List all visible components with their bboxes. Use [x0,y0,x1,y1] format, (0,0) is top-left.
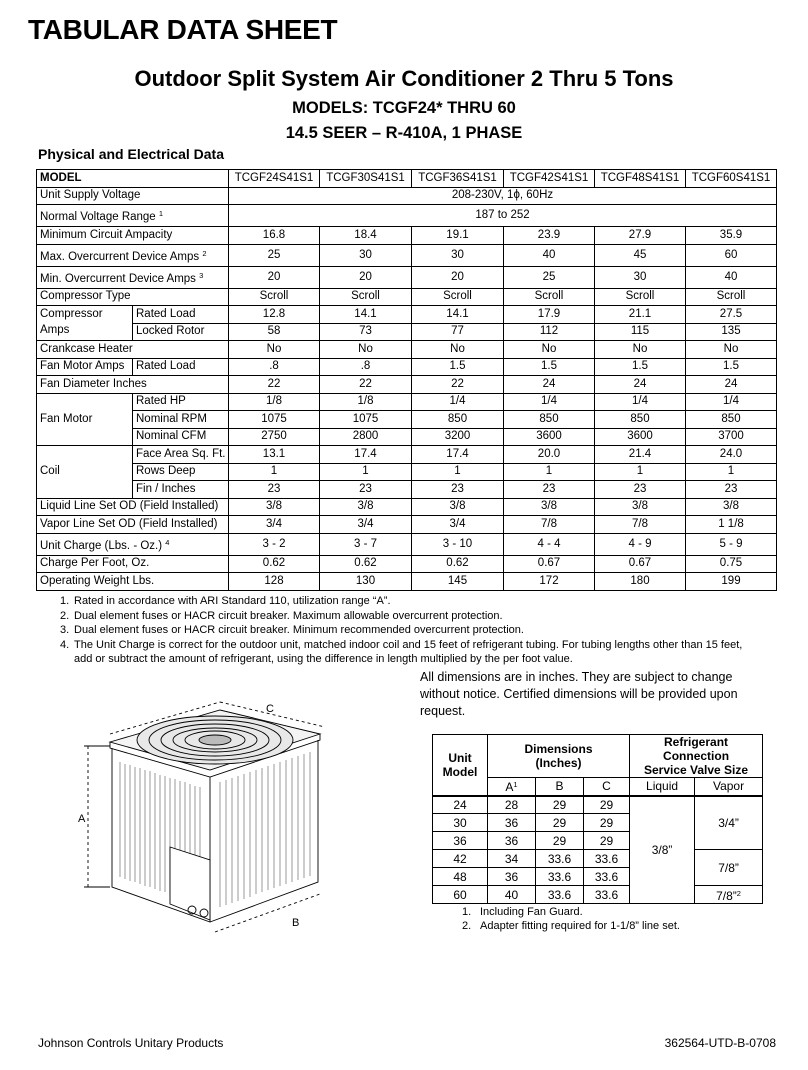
cell-value: 1/4 [686,393,777,411]
cell-value: 17.9 [504,306,595,324]
cell-value: 22 [320,376,412,394]
cell-value: 850 [686,411,777,429]
row-label: Charge Per Foot, Oz. [37,555,229,573]
table-row: 30 36 29 29 [433,814,763,832]
cell-value: 5 - 9 [686,533,777,555]
table-row [37,358,777,376]
cell-value: 0.62 [229,555,320,573]
table-row [37,170,777,188]
cell-value: 77 [412,323,504,341]
cell-value: 7/8 [595,516,686,534]
cell-value: 1 [686,463,777,481]
table-row [37,428,777,446]
model-header: TCGF42S41S1 [504,170,595,188]
table-row [37,516,777,534]
cell-value: 2750 [229,428,320,446]
cell-value: 3/8 [686,498,777,516]
row-label: Minimum Circuit Ampacity [37,227,229,245]
table-row [37,288,777,306]
cell-value: 3 - 7 [320,533,412,555]
cell-value: 3/8 [320,498,412,516]
dimension-c-label: C [266,703,274,715]
cell-value: 23 [229,481,320,499]
row-group-label: Coil [37,446,133,499]
table-row [37,411,777,429]
cell-value: 1 [229,463,320,481]
cell-value: 22 [412,376,504,394]
cell-value: 1/4 [412,393,504,411]
cell-value: 3/4 [320,516,412,534]
row-sublabel: Nominal CFM [133,428,229,446]
cell-value: 1.5 [504,358,595,376]
cell-value: 4 - 4 [504,533,595,555]
cell-value: 30 [595,266,686,288]
table-row: 42 34 33.6 33.6 7/8” [433,850,763,868]
table-row [37,306,777,324]
cell-value: 23 [320,481,412,499]
cell-value: 3 - 10 [412,533,504,555]
cell-value: 1.5 [686,358,777,376]
cell-value: 16.8 [229,227,320,245]
row-label: Crankcase Heater [37,341,229,359]
cell-value: 23.9 [504,227,595,245]
cell-value: 27.5 [686,306,777,324]
cell-value: 180 [595,573,686,591]
cell-value: 24 [686,376,777,394]
cell-value: 1/4 [595,393,686,411]
col-header-c: C [584,778,630,796]
row-sublabel: Locked Rotor [133,323,229,341]
cell-value: Scroll [320,288,412,306]
models-line: MODELS: TCGF24* THRU 60 [292,99,516,117]
table-row [37,533,777,555]
cell-value: No [229,341,320,359]
col-header-a: $A^1$ [488,778,536,796]
cell-value: 1.5 [595,358,686,376]
cell-value: 145 [412,573,504,591]
footnote: 2. Dual element fuses or HACR circuit breaker. Maximum allowable overcurrent protection. [60,609,503,622]
cell-value: 60 [686,244,777,266]
table-row [37,573,777,591]
cell-value: No [320,341,412,359]
cell-value: 130 [320,573,412,591]
cell-value: Scroll [686,288,777,306]
cell-value: 22 [229,376,320,394]
cell-value: 24 [595,376,686,394]
cell-value: 30 [412,244,504,266]
footnote: 4. The Unit Charge is correct for the outdoor unit, matched indoor coil and 15 feet of refrigerant tubing. For tubing lengths other than 15 feet, add or subtract the amount of refrigerant, using the difference in length multiplied by the per foot value. [60,638,743,665]
cell-value: 23 [504,481,595,499]
cell-value: 3/4 [229,516,320,534]
model-header: TCGF36S41S1 [412,170,504,188]
cell-value: 0.62 [320,555,412,573]
cell-value: 24 [504,376,595,394]
dimensions-intro: All dimensions are in inches. They are subject to change without notice. Certified dimensions will be provided upon request. [420,670,738,718]
table-row [37,393,777,411]
vapor-size: 3/4” [695,796,763,850]
cell-value: 1 [320,463,412,481]
cell-value: 1/8 [320,393,412,411]
table-row [37,481,777,499]
col-header-b: B [536,778,584,796]
cell-value: Scroll [412,288,504,306]
cell-value: 23 [412,481,504,499]
table-row [37,498,777,516]
main-title: Outdoor Split System Air Conditioner 2 Thru 5 Tons [134,66,674,91]
table-row [37,341,777,359]
row-group-label: Compressor Amps [37,306,133,341]
seer-line: 14.5 SEER – R-410A, 1 PHASE [285,124,523,142]
cell-value: 3600 [595,428,686,446]
cell-value: 3/8 [504,498,595,516]
cell-value: 20.0 [504,446,595,464]
cell-value: 25 [229,244,320,266]
cell-value: 13.1 [229,446,320,464]
cell-value: Scroll [595,288,686,306]
unit-model-header: Unit Model [433,735,488,796]
row-label: Vapor Line Set OD (Field Installed) [37,516,229,534]
model-header: TCGF60S41S1 [686,170,777,188]
cell-value: 3 - 2 [229,533,320,555]
cell-value: 30 [320,244,412,266]
cell-value: 2800 [320,428,412,446]
table-row [37,376,777,394]
sheet-title: TABULAR DATA SHEET [28,14,338,45]
cell-value: 21.4 [595,446,686,464]
cell-value: 1/8 [229,393,320,411]
cell-value: 850 [595,411,686,429]
row-label: Min. Overcurrent Device Amps $^3$ [37,266,229,288]
cell-value: 115 [595,323,686,341]
cell-value: 1 [595,463,686,481]
table-row [37,187,777,205]
row-label: Unit Supply Voltage [37,187,229,205]
cell-value: 1/4 [504,393,595,411]
cell-value: 58 [229,323,320,341]
row-sublabel: Rated Load [133,306,229,324]
row-sublabel: Face Area Sq. Ft. [133,446,229,464]
footnote-ref: 1 [158,209,164,218]
cell-value: 23 [595,481,686,499]
dimension-b-label: B [292,917,300,929]
cell-value: 3/4 [412,516,504,534]
refrigerant-header: Refrigerant Connection Service Valve Size [630,735,763,778]
model-label: MODEL [37,170,229,188]
cell-value: No [412,341,504,359]
row-label: Operating Weight Lbs. [37,573,229,591]
model-header: TCGF24S41S1 [229,170,320,188]
cell-value: No [595,341,686,359]
cell-value: 187 to 252 [229,205,777,227]
cell-value: 4 - 9 [595,533,686,555]
cell-value: 0.67 [595,555,686,573]
cell-value: Scroll [504,288,595,306]
cell-value: 850 [504,411,595,429]
row-label: Max. Overcurrent Device Amps $^2$ [37,244,229,266]
footnote-ref: 3 [199,270,204,280]
footnotes [60,594,760,667]
cell-value: 23 [686,481,777,499]
physical-electrical-table [36,169,777,591]
table-row [37,463,777,481]
cell-value: 73 [320,323,412,341]
table-row [37,555,777,573]
footer-doc-number: 362564-UTD-B-0708 [664,1036,776,1050]
section-title: Physical and Electrical Data [38,146,224,162]
footnote: 2. Adapter fitting required for 1-1/8” line set. [462,920,680,932]
footnote-ref: 2 [202,248,207,258]
col-header-liquid: Liquid [630,778,695,796]
row-sublabel: Fin / Inches [133,481,229,499]
cell-value: 3700 [686,428,777,446]
table-row [37,227,777,245]
cell-value: 20 [412,266,504,288]
cell-value: 40 [686,266,777,288]
row-sublabel: Rated Load [133,358,229,376]
cell-value: 208-230V, 1ϕ, 60Hz [229,187,777,205]
dimensions-table [432,734,763,904]
cell-value: 3600 [504,428,595,446]
liquid-size: 3/8” [630,796,695,904]
cell-value: 19.1 [412,227,504,245]
cell-value: 0.67 [504,555,595,573]
cell-value: 45 [595,244,686,266]
cell-value: 27.9 [595,227,686,245]
table-row: 60 40 33.6 33.6 7/8”$^2$ [433,886,763,904]
cell-value: 0.62 [412,555,504,573]
cell-value: 172 [504,573,595,591]
cell-value: 14.1 [320,306,412,324]
row-label: Normal Voltage Range $^1$ [37,205,229,227]
cell-value: 21.1 [595,306,686,324]
footnote: 1. Rated in accordance with ARI Standard 110, utilization range “A”. [60,595,391,607]
table-row [37,244,777,266]
table-row [37,266,777,288]
cell-value: 1 1/8 [686,516,777,534]
unit-illustration [70,682,430,947]
cell-value: 128 [229,573,320,591]
cell-value: Scroll [229,288,320,306]
row-label: Liquid Line Set OD (Field Installed) [37,498,229,516]
footnote-ref: 4 [165,537,170,547]
cell-value: 12.8 [229,306,320,324]
row-label: Fan Diameter Inches [37,376,229,394]
col-header-vapor: Vapor [695,778,763,796]
cell-value: 3/8 [229,498,320,516]
footnote: 3. Dual element fuses or HACR circuit breaker. Minimum recommended overcurrent protection. [60,624,524,636]
cell-value: .8 [320,358,412,376]
vapor-size: 7/8”$^2$ [695,886,763,904]
cell-value: 25 [504,266,595,288]
table-row [37,323,777,341]
cell-value: 1075 [229,411,320,429]
cell-value: 1075 [320,411,412,429]
cell-value: 20 [229,266,320,288]
model-header: TCGF48S41S1 [595,170,686,188]
row-sublabel: Rows Deep [133,463,229,481]
dimensions-header: Dimensions (Inches) [488,735,630,778]
cell-value: 3/8 [412,498,504,516]
cell-value: 135 [686,323,777,341]
table-row [37,446,777,464]
cell-value: 40 [504,244,595,266]
cell-value: No [504,341,595,359]
cell-value: No [686,341,777,359]
row-sublabel: Nominal RPM [133,411,229,429]
cell-value: 0.75 [686,555,777,573]
cell-value: .8 [229,358,320,376]
vapor-size: 7/8” [695,850,763,886]
model-header: TCGF30S41S1 [320,170,412,188]
cell-value: 7/8 [504,516,595,534]
table-row [37,205,777,227]
dimension-a-label: A [78,813,86,825]
cell-value: 17.4 [412,446,504,464]
table-row: 48 36 33.6 33.6 [433,868,763,886]
cell-value: 112 [504,323,595,341]
cell-value: 18.4 [320,227,412,245]
cell-value: 3200 [412,428,504,446]
table-row: 36 36 29 29 [433,832,763,850]
cell-value: 1.5 [412,358,504,376]
cell-value: 24.0 [686,446,777,464]
cell-value: 14.1 [412,306,504,324]
row-group-label: Fan Motor [37,393,133,446]
table-row [433,735,763,778]
cell-value: 850 [412,411,504,429]
cell-value: 1 [504,463,595,481]
footer-company: Johnson Controls Unitary Products [38,1036,224,1050]
cell-value: 199 [686,573,777,591]
cell-value: 35.9 [686,227,777,245]
row-label: Compressor Type [37,288,229,306]
row-label: Unit Charge (Lbs. - Oz.) $^4$ [37,533,229,555]
footnote: 1. Including Fan Guard. [462,906,583,918]
table-row: 24 28 29 29 3/8” 3/4” [433,796,763,814]
cell-value: 17.4 [320,446,412,464]
cell-value: 20 [320,266,412,288]
dimension-notes [462,905,680,933]
cell-value: 3/8 [595,498,686,516]
row-label: Fan Motor Amps [37,358,133,376]
row-sublabel: Rated HP [133,393,229,411]
cell-value: 1 [412,463,504,481]
